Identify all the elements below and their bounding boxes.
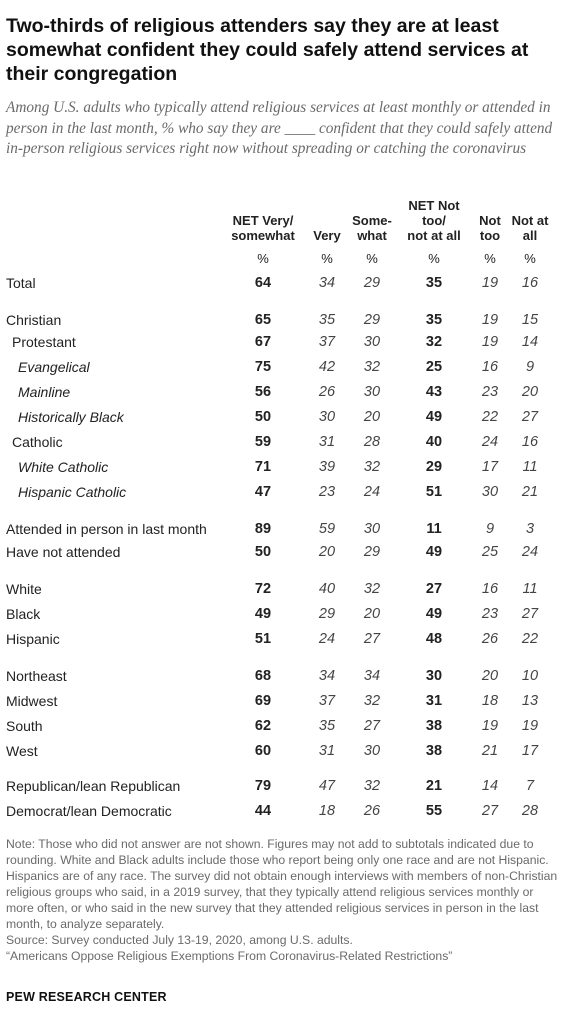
- table-row-attended-in-person-in-last-month: [0, 518, 564, 540]
- cell-value: 79: [254, 778, 272, 794]
- row-label: Black: [6, 606, 41, 622]
- cell-value: 9: [525, 359, 535, 375]
- column-unit: %: [366, 251, 378, 266]
- table-row-have-not-attended: [0, 541, 564, 563]
- cell-value: 16: [521, 434, 539, 450]
- cell-value: 27: [363, 718, 381, 734]
- column-unit: %: [484, 251, 496, 266]
- cell-value: 24: [363, 484, 381, 500]
- cell-value: 20: [363, 606, 381, 622]
- cell-value: 49: [425, 606, 443, 622]
- cell-value: 32: [363, 778, 381, 794]
- cell-value: 19: [481, 275, 499, 291]
- cell-value: 20: [481, 668, 499, 684]
- cell-value: 89: [254, 521, 272, 537]
- cell-value: 20: [363, 409, 381, 425]
- cell-value: 44: [254, 803, 272, 819]
- cell-value: 23: [481, 384, 499, 400]
- cell-value: 24: [318, 631, 336, 647]
- cell-value: 29: [363, 275, 381, 291]
- row-label: Have not attended: [6, 544, 121, 560]
- cell-value: 25: [481, 544, 499, 560]
- cell-value: 30: [363, 521, 381, 537]
- cell-value: 48: [425, 631, 443, 647]
- cell-value: 22: [481, 409, 499, 425]
- column-header-line: Not at: [511, 213, 549, 228]
- row-label: West: [6, 743, 38, 759]
- report-title: “Americans Oppose Religious Exemptions From Coronavirus-Related Restrictions”: [6, 949, 453, 963]
- cell-value: 30: [481, 484, 499, 500]
- cell-value: 51: [254, 631, 272, 647]
- column-header-line: Very: [313, 228, 341, 243]
- cell-value: 34: [318, 275, 336, 291]
- table-row-white: [0, 578, 564, 600]
- cell-value: 20: [521, 384, 539, 400]
- column-unit: %: [321, 251, 333, 266]
- row-label: Catholic: [12, 434, 63, 450]
- row-label: White Catholic: [18, 459, 109, 475]
- cell-value: 29: [363, 312, 381, 328]
- note-text: Note: Those who did not answer are not shown. Figures may not add to subtotals indicated due to rounding. White and Black adults include those who report being only one race and are not Hispanic. Hispanics are of any race. The survey did not obtain enough interviews with members of non-Christian religious groups who said, in a 2019 survey, that they typically attend religious services monthly or more often, or who said in the new survey that they attended religious services in person in the last month, to analyze separately.: [6, 837, 558, 931]
- chart-title: Two-thirds of religious attenders say they are at least somewhat confident they could safely attend services at their congregation: [6, 15, 529, 85]
- source-text: Source: Survey conducted July 13-19, 2020, among U.S. adults.: [6, 933, 353, 947]
- cell-value: 34: [363, 668, 381, 684]
- cell-value: 50: [254, 409, 272, 425]
- column-header: [505, 213, 555, 243]
- cell-value: 16: [481, 581, 499, 597]
- column-header-line: all: [522, 228, 538, 243]
- cell-value: 39: [318, 459, 336, 475]
- cell-value: 32: [363, 581, 381, 597]
- cell-value: 71: [254, 459, 272, 475]
- cell-value: 23: [318, 484, 336, 500]
- cell-value: 21: [481, 743, 499, 759]
- row-label: Republican/lean Republican: [6, 778, 181, 794]
- cell-value: 35: [425, 275, 443, 291]
- column-unit: %: [428, 251, 440, 266]
- cell-value: 29: [363, 544, 381, 560]
- table-row-midwest: [0, 690, 564, 712]
- table-row-total: [0, 272, 564, 294]
- cell-value: 30: [363, 384, 381, 400]
- cell-value: 30: [318, 409, 336, 425]
- cell-value: 34: [318, 668, 336, 684]
- cell-value: 17: [521, 743, 539, 759]
- row-label: White: [6, 581, 42, 597]
- cell-value: 28: [363, 434, 381, 450]
- cell-value: 72: [254, 581, 272, 597]
- cell-value: 27: [481, 803, 499, 819]
- table-row-mainline: [0, 381, 564, 403]
- row-label: South: [6, 718, 43, 734]
- table-row-hispanic-catholic: [0, 481, 564, 503]
- cell-value: 64: [254, 275, 272, 291]
- cell-value: 27: [363, 631, 381, 647]
- cell-value: 18: [318, 803, 336, 819]
- cell-value: 56: [254, 384, 272, 400]
- cell-value: 55: [425, 803, 443, 819]
- cell-value: 14: [521, 334, 539, 350]
- cell-value: 40: [425, 434, 443, 450]
- cell-value: 11: [426, 521, 442, 537]
- row-label: Hispanic: [6, 631, 60, 647]
- cell-value: 23: [481, 606, 499, 622]
- column-header-line: NET Not: [408, 198, 460, 213]
- cell-value: 21: [425, 778, 443, 794]
- cell-value: 38: [425, 743, 443, 759]
- cell-value: 13: [521, 693, 539, 709]
- cell-value: 40: [318, 581, 336, 597]
- cell-value: 25: [425, 359, 443, 375]
- table-row-democrat-lean-democratic: [0, 800, 564, 822]
- cell-value: 9: [485, 521, 495, 537]
- cell-value: 32: [363, 459, 381, 475]
- cell-value: 31: [318, 743, 336, 759]
- cell-value: 37: [318, 334, 336, 350]
- table-row-christian: [0, 309, 564, 331]
- table-row-republican-lean-republican: [0, 775, 564, 797]
- cell-value: 11: [522, 459, 538, 475]
- cell-value: 31: [318, 434, 336, 450]
- cell-value: 19: [481, 334, 499, 350]
- cell-value: 37: [318, 693, 336, 709]
- column-header: [347, 213, 397, 243]
- column-header-line: too/: [422, 213, 446, 228]
- cell-value: 60: [254, 743, 272, 759]
- cell-value: 62: [254, 718, 272, 734]
- cell-value: 26: [363, 803, 381, 819]
- cell-value: 19: [521, 718, 539, 734]
- column-header-line: too: [479, 228, 501, 243]
- cell-value: 51: [425, 484, 443, 500]
- column-header-line: what: [357, 228, 387, 243]
- cell-value: 15: [521, 312, 539, 328]
- row-label: Attended in person in last month: [6, 521, 207, 537]
- cell-value: 31: [425, 693, 443, 709]
- cell-value: 29: [425, 459, 443, 475]
- cell-value: 49: [254, 606, 272, 622]
- column-header: [470, 213, 510, 243]
- column-header-line: NET Very/: [232, 213, 294, 228]
- cell-value: 26: [481, 631, 499, 647]
- cell-value: 24: [481, 434, 499, 450]
- cell-value: 42: [318, 359, 336, 375]
- cell-value: 30: [363, 334, 381, 350]
- cell-value: 47: [318, 778, 336, 794]
- cell-value: 16: [481, 359, 499, 375]
- cell-value: 10: [521, 668, 539, 684]
- cell-value: 50: [254, 544, 272, 560]
- cell-value: 59: [254, 434, 272, 450]
- cell-value: 65: [254, 312, 272, 328]
- column-header-line: Some-: [352, 213, 392, 228]
- column-header-line: Not: [479, 213, 501, 228]
- cell-value: 35: [425, 312, 443, 328]
- cell-value: 35: [318, 312, 336, 328]
- row-label: Midwest: [6, 693, 58, 709]
- row-label: Evangelical: [18, 359, 90, 375]
- table-row-catholic: [0, 431, 564, 453]
- cell-value: 30: [363, 743, 381, 759]
- row-label: Mainline: [18, 384, 71, 400]
- cell-value: 7: [525, 778, 535, 794]
- row-label: Protestant: [12, 334, 76, 350]
- cell-value: 16: [521, 275, 539, 291]
- table-row-white-catholic: [0, 456, 564, 478]
- table-row-black: [0, 603, 564, 625]
- cell-value: 32: [425, 334, 443, 350]
- column-header: [307, 228, 347, 243]
- cell-value: 22: [521, 631, 539, 647]
- column-unit: %: [524, 251, 536, 266]
- cell-value: 3: [525, 521, 535, 537]
- column-header: [218, 213, 308, 243]
- table-row-northeast: [0, 665, 564, 687]
- row-label: Total: [6, 275, 36, 291]
- cell-value: 28: [521, 803, 539, 819]
- cell-value: 47: [254, 484, 272, 500]
- table-row-evangelical: [0, 356, 564, 378]
- column-header-line: not at all: [407, 228, 461, 243]
- cell-value: 27: [521, 409, 539, 425]
- cell-value: 68: [254, 668, 272, 684]
- cell-value: 29: [318, 606, 336, 622]
- cell-value: 32: [363, 693, 381, 709]
- cell-value: 27: [521, 606, 539, 622]
- notes-section: [6, 836, 558, 964]
- cell-value: 32: [363, 359, 381, 375]
- chart-subtitle: Among U.S. adults who typically attend religious services at least monthly or attended in person in the last month, % who say they are ____ confident that they could safely attend in-person religious services right now without spreading or catching the coronavirus: [6, 99, 553, 157]
- table-row-south: [0, 715, 564, 737]
- cell-value: 20: [318, 544, 336, 560]
- cell-value: 18: [481, 693, 499, 709]
- table-row-west: [0, 740, 564, 762]
- row-label: Christian: [6, 312, 62, 328]
- table-row-protestant: [0, 331, 564, 353]
- cell-value: 43: [425, 384, 443, 400]
- cell-value: 59: [318, 521, 336, 537]
- cell-value: 69: [254, 693, 272, 709]
- cell-value: 35: [318, 718, 336, 734]
- row-label: Northeast: [6, 668, 67, 684]
- cell-value: 49: [425, 409, 443, 425]
- cell-value: 27: [425, 581, 443, 597]
- cell-value: 26: [318, 384, 336, 400]
- cell-value: 24: [521, 544, 539, 560]
- cell-value: 11: [522, 581, 538, 597]
- cell-value: 21: [521, 484, 539, 500]
- cell-value: 30: [425, 668, 443, 684]
- cell-value: 49: [425, 544, 443, 560]
- row-label: Hispanic Catholic: [18, 484, 127, 500]
- cell-value: 75: [254, 359, 272, 375]
- row-label: Historically Black: [18, 409, 124, 425]
- cell-value: 19: [481, 312, 499, 328]
- table-row-historically-black: [0, 406, 564, 428]
- table-row-hispanic: [0, 628, 564, 650]
- cell-value: 19: [481, 718, 499, 734]
- cell-value: 38: [425, 718, 443, 734]
- cell-value: 17: [481, 459, 499, 475]
- brand-logo-text: PEW RESEARCH CENTER: [6, 990, 167, 1004]
- cell-value: 14: [481, 778, 499, 794]
- column-header-line: somewhat: [231, 228, 295, 243]
- column-unit: %: [257, 251, 269, 266]
- column-header: [399, 198, 469, 243]
- row-label: Democrat/lean Democratic: [6, 803, 172, 819]
- cell-value: 67: [254, 334, 272, 350]
